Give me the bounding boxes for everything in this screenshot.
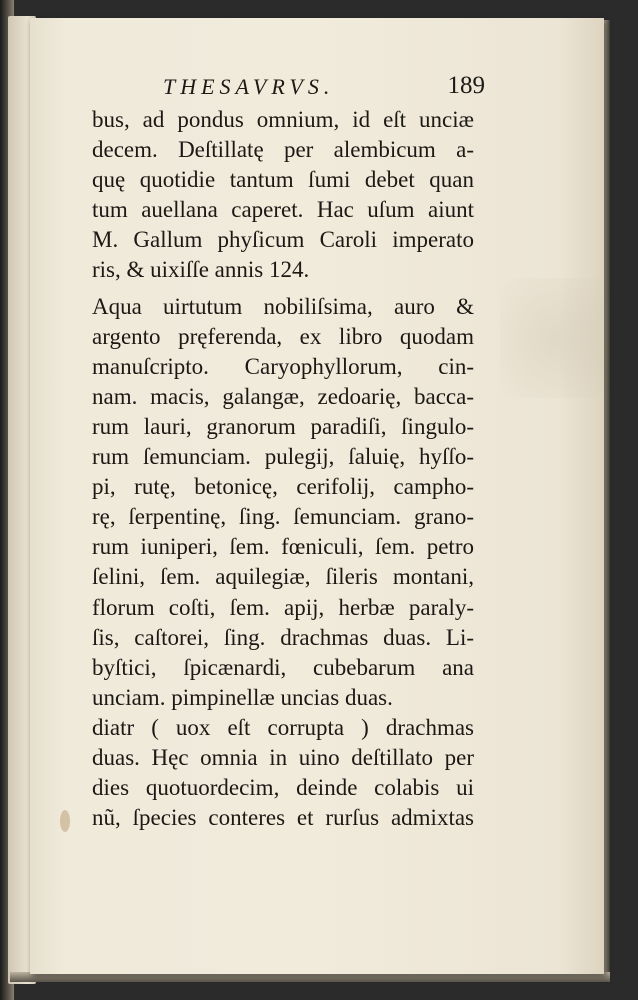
text-line: rum ſemunciam. pulegij, ſaluię, hyſſo- — [92, 444, 474, 470]
running-head: THESAVRVS. — [163, 74, 335, 99]
text-line: rę, ſerpentinę, ſing. ſemunciam. grano- — [92, 504, 474, 530]
text-line: diatr ( uox eſt corrupta ) drachmas — [92, 714, 474, 740]
text-line: unciam. pimpinellæ uncias duas. — [92, 684, 393, 710]
text-line: ris, & uixiſſe annis 124. — [92, 257, 310, 283]
text-line: decem. Deſtillatę per alembicum a- — [92, 137, 474, 163]
text-line: quę quotidie tantum ſumi debet quan — [92, 167, 474, 193]
text-line: manuſcripto. Caryophyllorum, cin- — [92, 353, 474, 379]
text-line: rum iuniperi, ſem. fœniculi, ſem. petro — [92, 534, 474, 560]
text-line: florum coſti, ſem. apij, herbæ paraly- — [92, 594, 474, 620]
page-body-text — [92, 105, 474, 833]
text-line: bus, ad pondus omnium, id eſt unciæ — [92, 107, 474, 132]
text-line: rum lauri, granorum paradiſi, ſingulo- — [92, 413, 474, 439]
text-line: Aqua uirtutum nobiliſsima, auro & — [92, 293, 474, 319]
page-header — [145, 72, 485, 106]
text-line: M. Gallum phyſicum Caroli imperato — [92, 227, 474, 253]
text-line: byſtici, ſpicænardi, cubebarum ana — [92, 654, 474, 680]
text-line: nũ, ſpecies conteres et rurſus admixtas — [92, 805, 474, 831]
text-line: ſelini, ſem. aquilegiæ, ſileris montani, — [92, 564, 474, 590]
text-line: pi, rutę, betonicę, cerifolij, campho- — [92, 474, 474, 500]
text-line: tum auellana caperet. Hac uſum aiunt — [92, 197, 474, 223]
text-line: dies quotuordecim, deinde colabis ui — [92, 775, 474, 801]
text-line: argento pręferenda, ex libro quodam — [92, 323, 474, 349]
paper-stain — [60, 810, 70, 832]
page-number: 189 — [447, 72, 485, 99]
text-line: nam. macis, galangæ, zedoarię, bacca- — [92, 383, 474, 409]
text-line: ſis, caſtorei, ſing. drachmas duas. Li- — [92, 624, 474, 650]
text-line: duas. Hęc omnia in uino deſtillato per — [92, 744, 474, 770]
ink-show-through — [500, 278, 610, 398]
